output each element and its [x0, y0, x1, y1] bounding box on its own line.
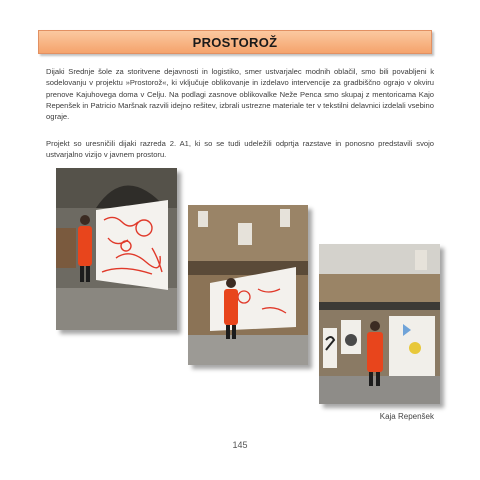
photo-caption: Kaja Repenšek: [379, 412, 434, 421]
page-title: PROSTOROŽ: [192, 34, 278, 50]
intro-paragraph: Dijaki Srednje šole za storitvene dejavnosti in logistiko, smer ustvarjalec modnih oblačil, smo bili povabljeni k sodelovanju v projektu »Prostorož«, ki vključuje oblikovanje in izdelavo intervencije za gradbiščno ograjo v okviru prenove Kajuhovega doma v Celju. Na podlagi zasnove oblikovalke Neže Penca smo skupaj z mentoricama Kajo Repenšek in Patricio Maršnak razvili idejno rešitev, izbrali ustrezne materiale ter v tekstilni delavnici izdelali vsebino ograje.: [46, 67, 434, 122]
photo-left: [56, 168, 177, 330]
photo-right: [319, 244, 440, 404]
photo-middle: [188, 205, 308, 365]
title-bar: [38, 30, 432, 54]
project-paragraph: Projekt so uresničili dijaki razreda 2. A1, ki so se tudi udeležili odprtja razstave in ponosno predstavili svojo ustvarjalno vizijo v javnem prostoru.: [46, 139, 434, 160]
page-number: 145: [232, 440, 248, 450]
